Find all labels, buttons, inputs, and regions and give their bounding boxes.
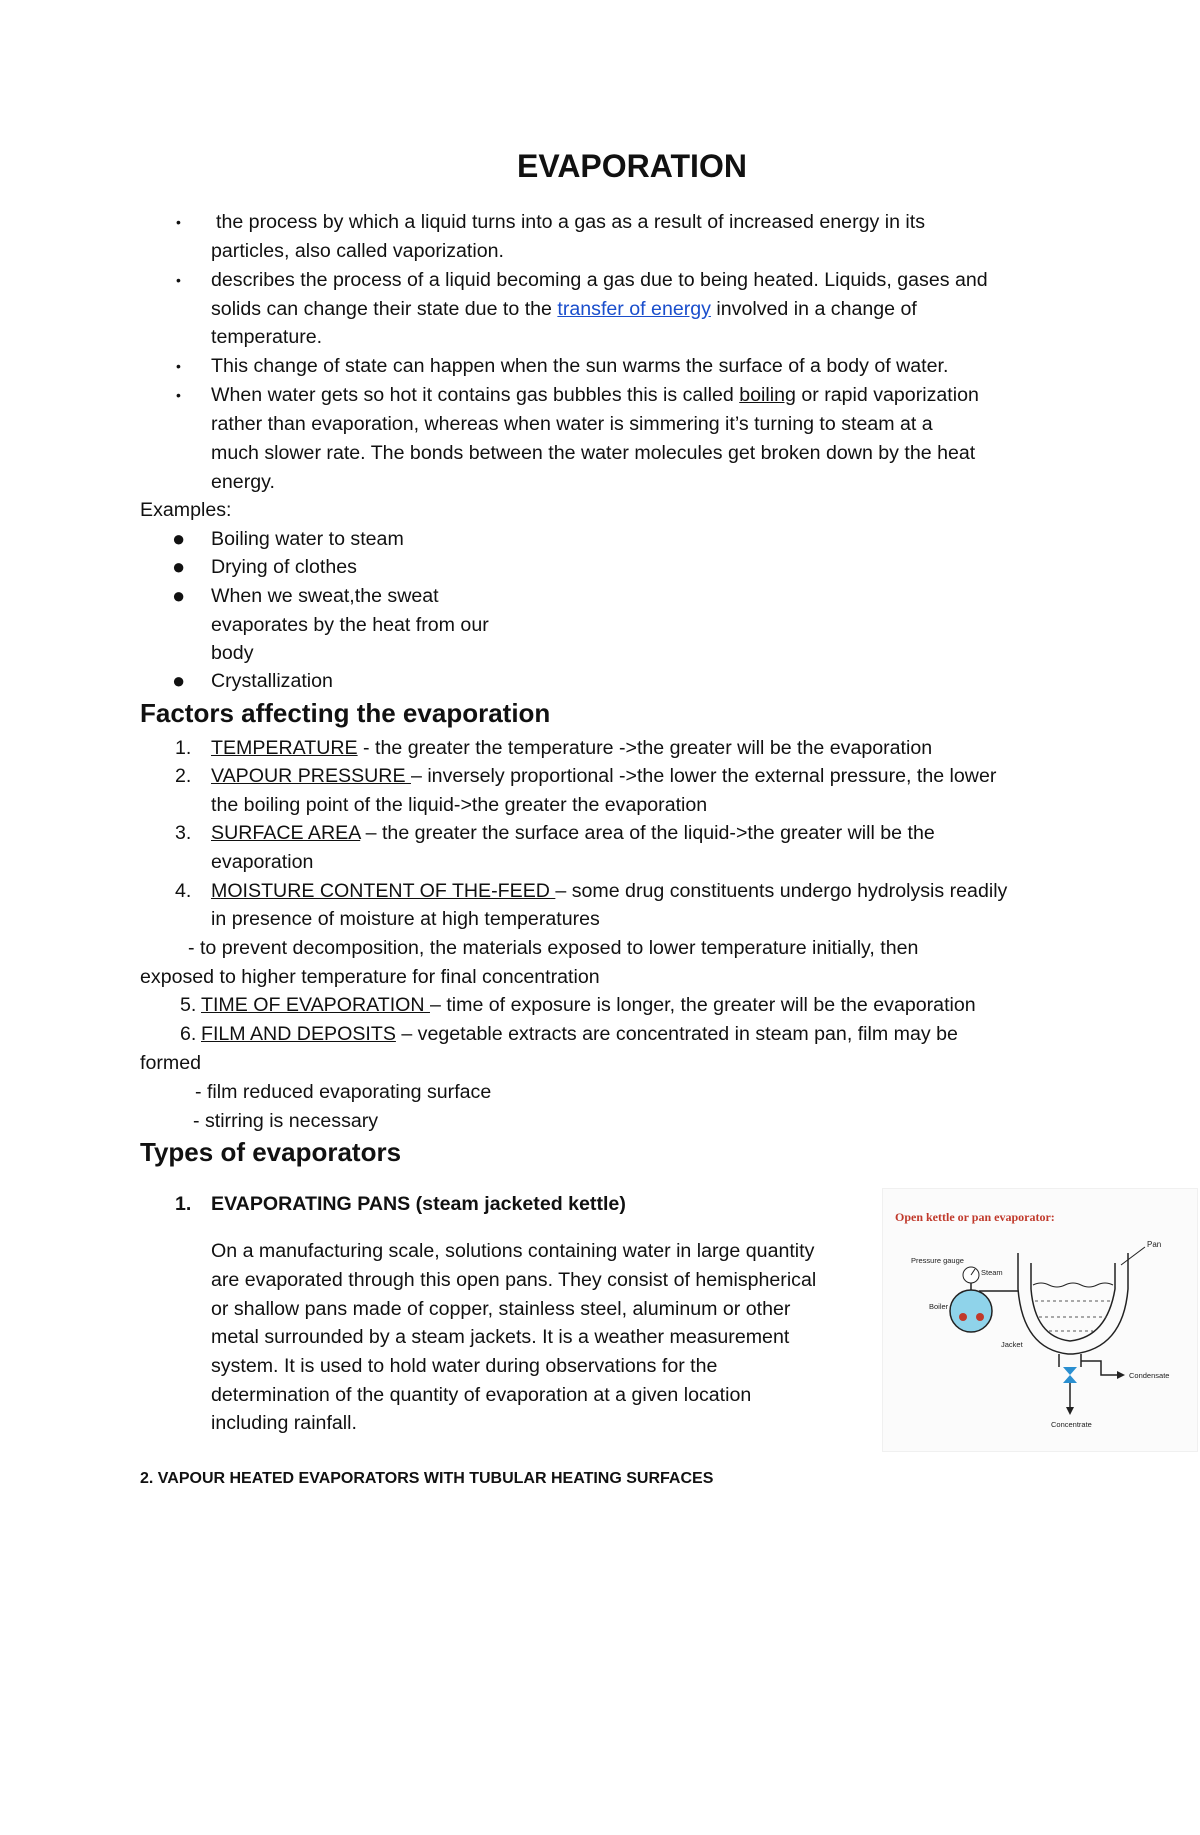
- type-1-description-line: or shallow pans made of copper, stainless steel, aluminum or other: [211, 1298, 791, 1320]
- condensate-pipe: [1081, 1361, 1119, 1375]
- definition-1-line-1: the process by which a liquid turns into a gas as a result of increased energy in its: [216, 211, 926, 233]
- definition-1-line-2: particles, also called vaporization.: [211, 240, 504, 262]
- boiler-icon: [950, 1290, 992, 1332]
- condensate-label: Condensate: [1129, 1371, 1170, 1380]
- definition-4-line-2: rather than evaporation, whereas when water is simmering it’s turning to steam at a: [211, 413, 933, 435]
- transfer-of-energy-link[interactable]: transfer of energy: [557, 298, 711, 320]
- steam-label: Steam: [981, 1268, 1003, 1277]
- boiler-label: Boiler: [929, 1302, 949, 1311]
- type-1-description-line: are evaporated through this open pans. They consist of hemispherical: [211, 1269, 817, 1291]
- type-1-description-line: including rainfall.: [211, 1412, 357, 1434]
- arrow-right-icon: [1117, 1371, 1125, 1379]
- example-item-line-2: evaporates by the heat from our: [211, 614, 489, 636]
- factor-number: 3.: [175, 822, 192, 844]
- valve-icon: [1063, 1375, 1077, 1383]
- valve-icon: [1063, 1367, 1077, 1375]
- factor-temperature: TEMPERATURE - the greater the temperature ->the greater will be the evaporation: [211, 737, 933, 759]
- arrow-down-icon: [1066, 1407, 1074, 1415]
- factor-film-sub: - film reduced evaporating surface: [195, 1081, 492, 1103]
- boiling-term: boiling: [739, 384, 796, 406]
- bullet-dot: ●: [172, 668, 186, 693]
- factor-number: 5.: [180, 994, 197, 1016]
- page-title: EVAPORATION: [517, 148, 747, 184]
- factor-surface-area: SURFACE AREA – the greater the surface area of the liquid->the greater will be the: [211, 822, 935, 844]
- type-1-description-line: metal surrounded by a steam jackets. It is a weather measurement: [211, 1326, 790, 1348]
- pressure-gauge-label: Pressure gauge: [911, 1256, 964, 1265]
- example-item: When we sweat,the sweat: [211, 585, 439, 607]
- factor-surface-area-line-2: evaporation: [211, 851, 314, 873]
- jacket-label: Jacket: [1001, 1340, 1023, 1349]
- type-1-description-line: system. It is used to hold water during observations for the: [211, 1355, 718, 1377]
- burner-icon: [959, 1313, 967, 1321]
- factor-number: 6.: [180, 1023, 197, 1045]
- example-item: Boiling water to steam: [211, 528, 404, 550]
- bullet-marker: •: [176, 387, 181, 403]
- factor-film-line-2: formed: [140, 1052, 201, 1074]
- definition-3: This change of state can happen when the sun warms the surface of a body of water.: [211, 355, 949, 377]
- example-item: Crystallization: [211, 670, 333, 692]
- types-heading: Types of evaporators: [140, 1137, 402, 1167]
- pan-outline: [1031, 1263, 1115, 1341]
- bullet-marker: •: [176, 272, 181, 288]
- factors-heading: Factors affecting the evaporation: [140, 698, 551, 728]
- definition-2-line-1: describes the process of a liquid becoming a gas due to being heated. Liquids, gases and: [211, 269, 988, 291]
- factor-moisture-content-line-2: in presence of moisture at high temperatures: [211, 908, 600, 930]
- type-2-title: 2. VAPOUR HEATED EVAPORATORS WITH TUBULAR HEATING SURFACES: [140, 1470, 714, 1487]
- bullet-dot: ●: [172, 554, 186, 579]
- factor-moisture-note-line-2: exposed to higher temperature for final concentration: [140, 966, 600, 988]
- factor-moisture-content: MOISTURE CONTENT OF THE-FEED – some drug constituents undergo hydrolysis readily: [211, 880, 1008, 902]
- factor-moisture-note: - to prevent decomposition, the materials exposed to lower temperature initially, then: [188, 937, 919, 959]
- factor-number: 4.: [175, 880, 192, 902]
- factor-number: 2.: [175, 765, 192, 787]
- bullet-marker: •: [176, 358, 181, 374]
- concentrate-label: Concentrate: [1051, 1420, 1092, 1429]
- type-number: 1.: [175, 1193, 192, 1215]
- factor-film-and-deposits: FILM AND DEPOSITS – vegetable extracts are concentrated in steam pan, film may be: [201, 1023, 958, 1045]
- definition-2-line-2: solids can change their state due to the transfer of energy involved in a change of: [211, 298, 917, 320]
- evaporator-diagram: [883, 1189, 1197, 1451]
- example-item: Drying of clothes: [211, 556, 357, 578]
- factor-time-of-evaporation: TIME OF EVAPORATION – time of exposure is longer, the greater will be the evaporation: [201, 994, 976, 1016]
- pan-label: Pan: [1147, 1240, 1162, 1249]
- liquid-surface: [1033, 1283, 1113, 1287]
- burner-icon: [976, 1313, 984, 1321]
- definition-2-line-3: temperature.: [211, 326, 323, 348]
- bullet-marker: •: [176, 214, 181, 230]
- type-1-title: EVAPORATING PANS (steam jacketed kettle): [211, 1193, 626, 1215]
- type-1-description-line: determination of the quantity of evaporation at a given location: [211, 1384, 752, 1406]
- bullet-dot: ●: [172, 583, 186, 608]
- factor-vapour-pressure: VAPOUR PRESSURE – inversely proportional ->the lower the external pressure, the lower: [211, 765, 997, 787]
- definition-4-line-3: much slower rate. The bonds between the water molecules get broken down by the heat: [211, 442, 976, 464]
- definition-4-line-1: When water gets so hot it contains gas bubbles this is called boiling or rapid vaporization: [211, 384, 979, 406]
- example-item-line-3: body: [211, 642, 254, 664]
- examples-label: Examples:: [140, 499, 232, 521]
- pan-leader-line: [1121, 1247, 1145, 1265]
- factor-vapour-pressure-line-2: the boiling point of the liquid->the greater the evaporation: [211, 794, 708, 816]
- figure-caption: Open kettle or pan evaporator:: [895, 1210, 1055, 1224]
- factor-film-sub: - stirring is necessary: [193, 1110, 379, 1132]
- definition-4-line-4: energy.: [211, 471, 275, 493]
- type-1-description-line: On a manufacturing scale, solutions containing water in large quantity: [211, 1240, 815, 1262]
- factor-number: 1.: [175, 737, 192, 759]
- open-kettle-evaporator-figure: [882, 1188, 1198, 1452]
- bullet-dot: ●: [172, 526, 186, 551]
